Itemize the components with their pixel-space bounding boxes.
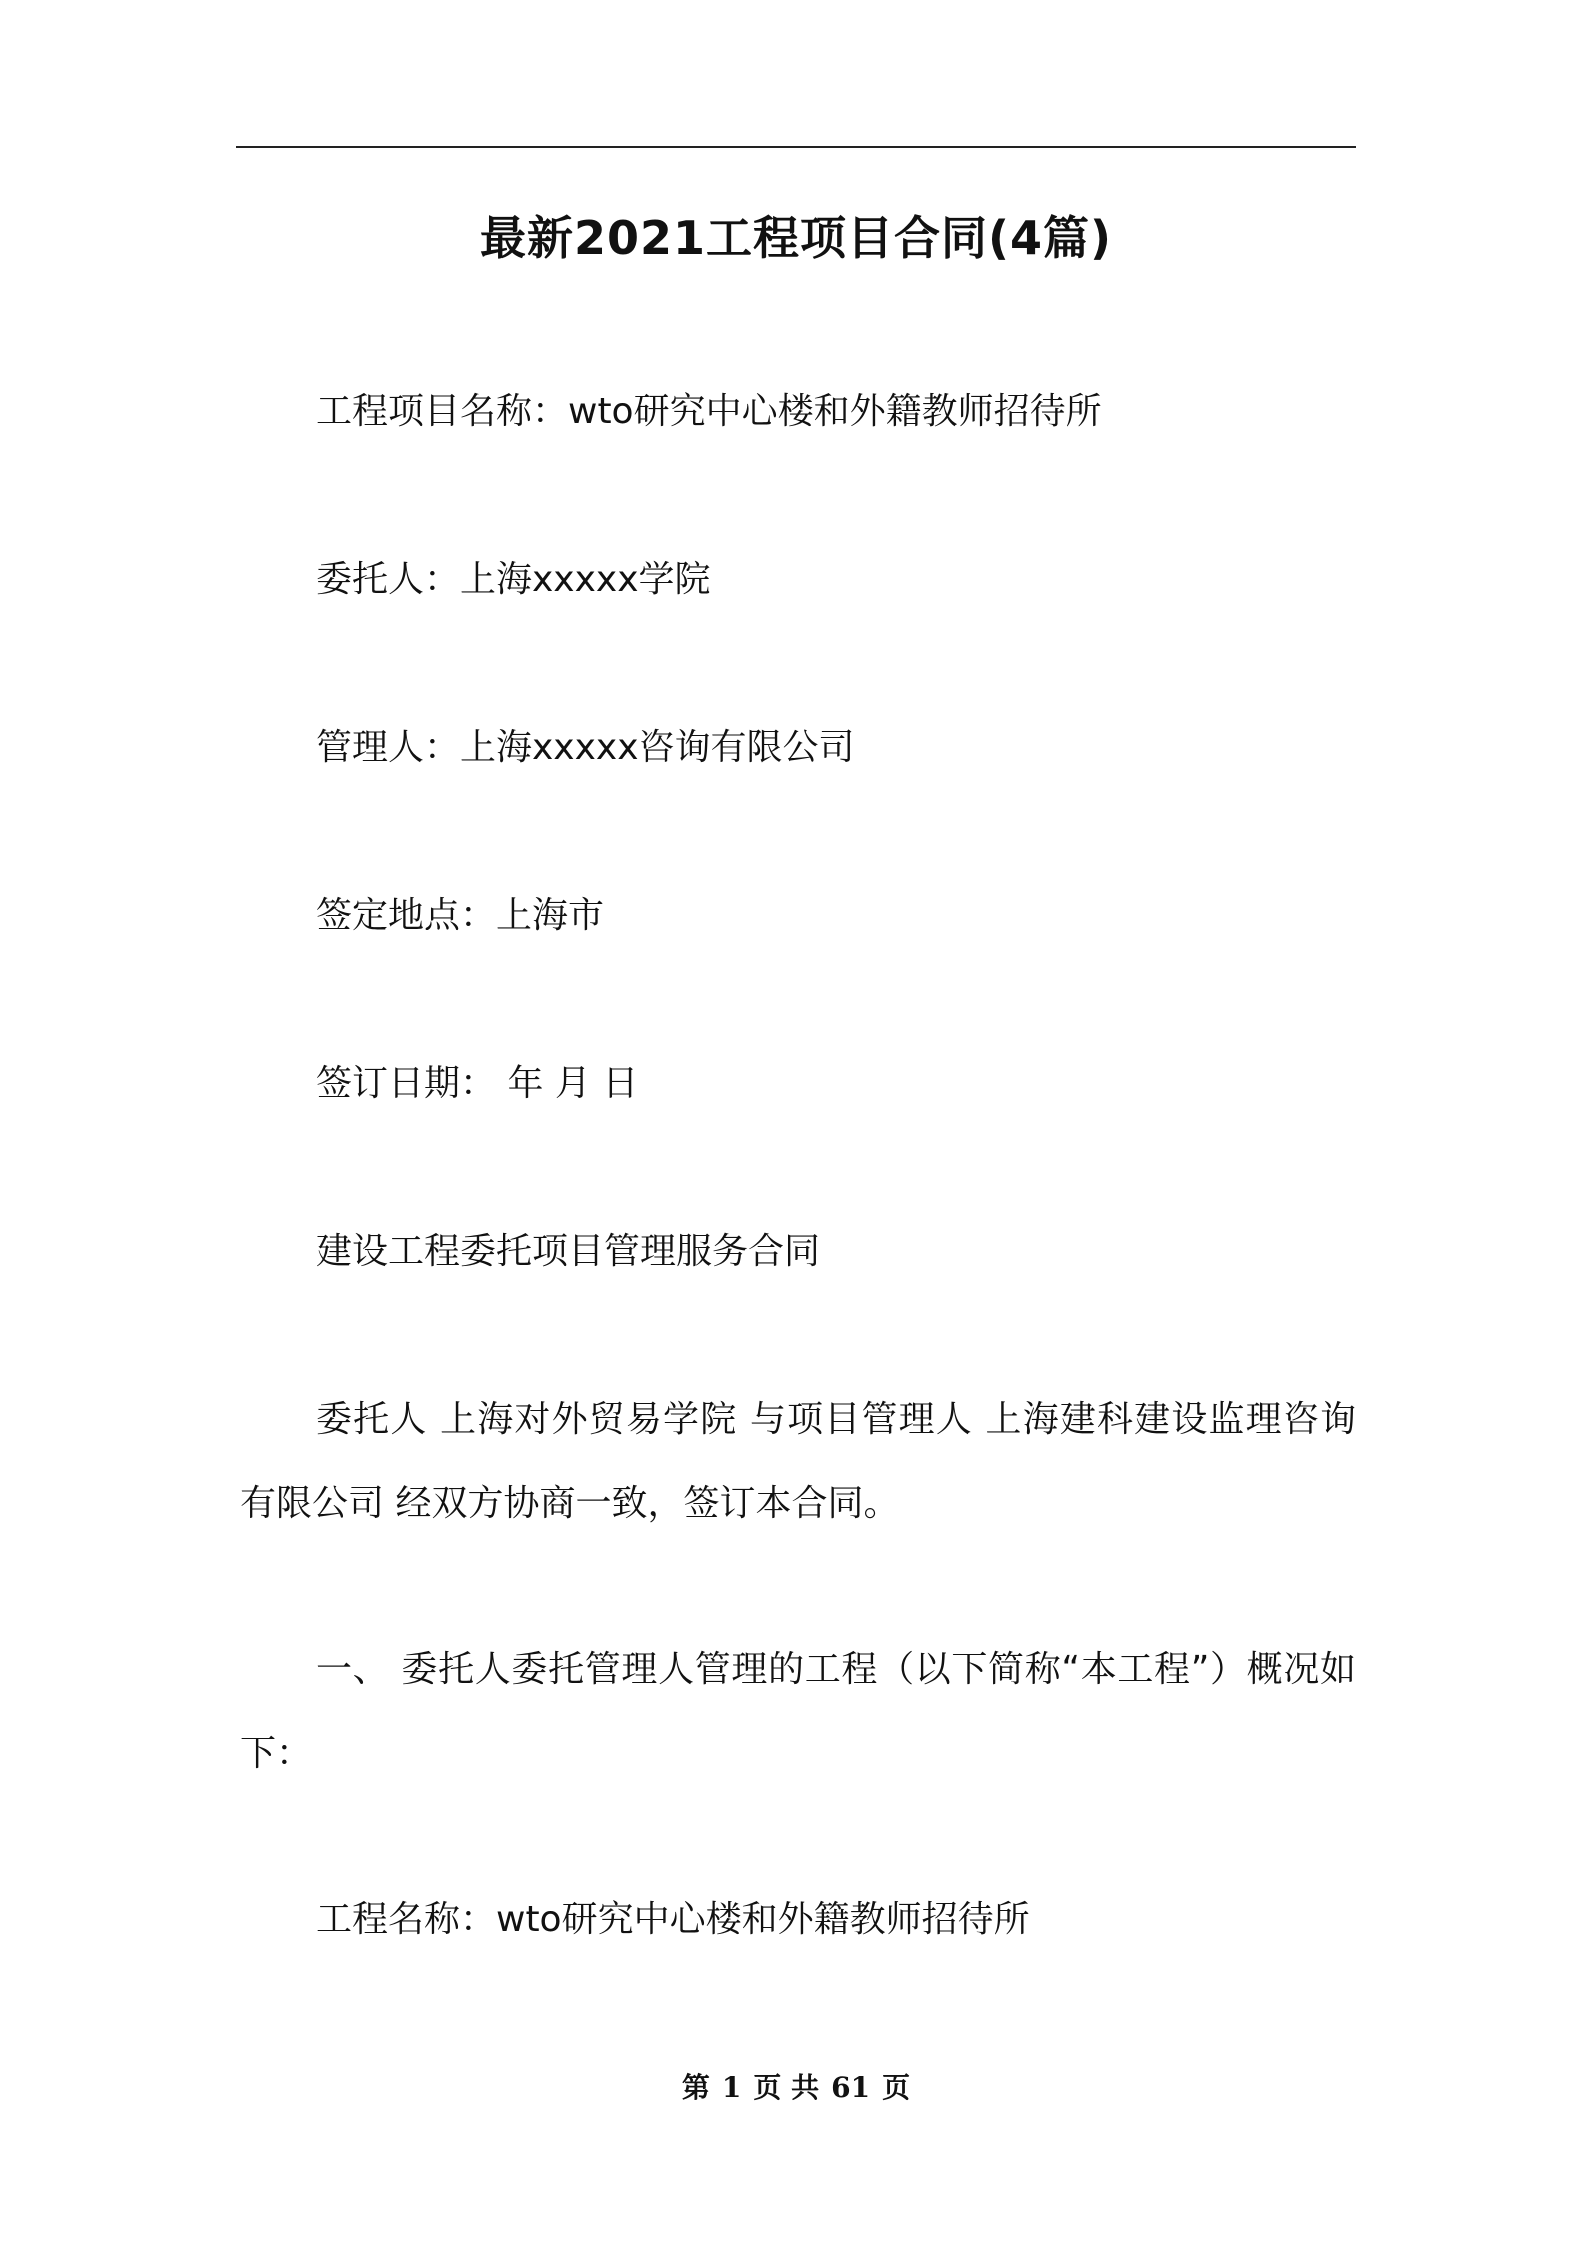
paragraph-gap xyxy=(240,790,1356,874)
footer-page-total: 61 xyxy=(831,2071,871,2104)
signing-location-paragraph: 签定地点：上海市 xyxy=(316,895,605,936)
footer-page-suffix: 页 xyxy=(882,2071,911,2104)
paragraph-gap xyxy=(240,1546,1356,1628)
document-title: 最新2021工程项目合同(4篇) xyxy=(479,211,1113,265)
manager-paragraph: 管理人：上海xxxxx咨询有限公司 xyxy=(316,727,855,768)
paragraph-gap xyxy=(240,622,1356,706)
header-rule xyxy=(236,146,1356,148)
footer-page-number: 1 xyxy=(721,2071,742,2104)
client-paragraph: 委托人：上海xxxxx学院 xyxy=(316,559,711,600)
project-name-paragraph: 工程项目名称：wto研究中心楼和外籍教师招待所 xyxy=(316,391,1102,432)
footer-page-prefix: 第 xyxy=(681,2071,710,2104)
paragraph-gap xyxy=(240,454,1356,538)
paragraph-gap xyxy=(240,958,1356,1042)
signing-date-paragraph: 签订日期： 年 月 日 xyxy=(316,1063,639,1104)
page-footer xyxy=(236,2068,1356,2108)
footer-page-middle: 页 共 xyxy=(753,2071,820,2104)
engineering-name-paragraph: 工程名称：wto研究中心楼和外籍教师招待所 xyxy=(316,1899,1030,1940)
section-one-paragraph: 一、 委托人委托管理人管理的工程（以下简称“本工程”）概况如下： xyxy=(240,1649,1356,1774)
paragraph-gap xyxy=(240,1126,1356,1210)
paragraph-gap xyxy=(240,1294,1356,1378)
document-body xyxy=(240,370,1356,1962)
paragraph-gap xyxy=(240,1796,1356,1878)
parties-agreement-paragraph: 委托人 上海对外贸易学院 与项目管理人 上海建科建设监理咨询有限公司 经双方协商一致，签订本合同。 xyxy=(240,1399,1356,1524)
contract-title-paragraph: 建设工程委托项目管理服务合同 xyxy=(316,1231,821,1272)
